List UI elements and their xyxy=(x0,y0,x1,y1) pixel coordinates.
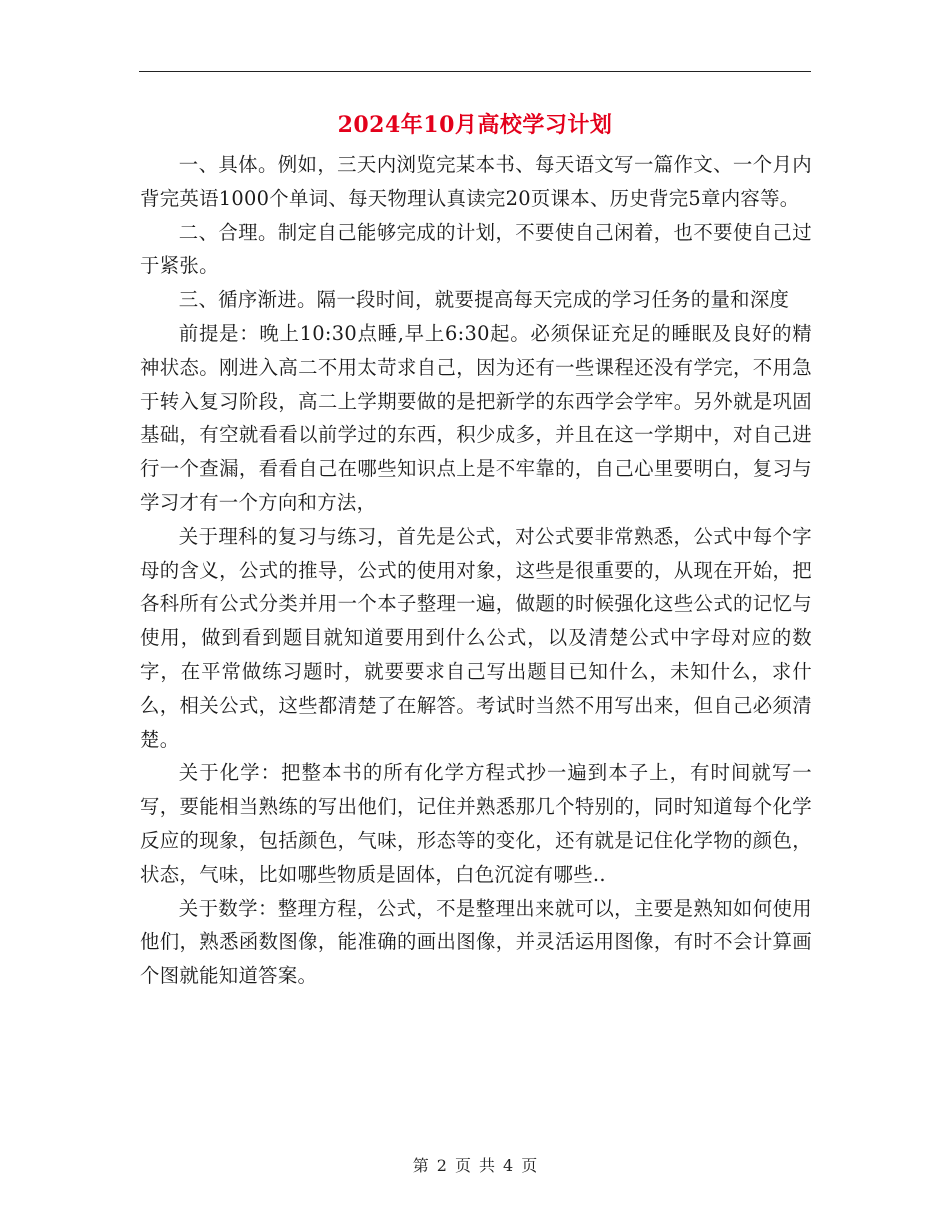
paragraph-science: 关于理科的复习与练习，首先是公式，对公式要非常熟悉，公式中每个字母的含义，公式的推导，公式的使用对象，这些是很重要的，从现在开始，把各科所有公式分类并用一个本子整理一遍，做题的时候强化这些公式的记忆与使用，做到看到题目就知道要用到什么公式，以及清楚公式中字母对应的数字，在平常做练习题时，就要要求自己写出题目已知什么，未知什么，求什么，相关公式，这些都清楚了在解答。考试时当然不用写出来，但自己必须清楚。 xyxy=(140,524,812,751)
footer-page-number: 2 xyxy=(436,1156,447,1175)
footer-total-label: 共 xyxy=(479,1156,496,1175)
header-rule xyxy=(139,71,811,72)
page-footer xyxy=(0,1153,950,1176)
paragraph-reasonable: 二、合理。制定自己能够完成的计划，不要使自己闲着，也不要使自己过于紧张。 xyxy=(140,220,812,278)
document-body xyxy=(140,148,812,993)
footer-total-pages: 4 xyxy=(503,1156,514,1175)
footer-page-label: 第 xyxy=(412,1156,429,1175)
page-title: 2024年10月高校学习计划 xyxy=(337,112,613,138)
paragraph-specific: 一、具体。例如，三天内浏览完某本书、每天语文写一篇作文、一个月内背完英语1000个单词、每天物理认真读完20页课本、历史背完5章内容等。 xyxy=(140,153,812,210)
paragraph-math: 关于数学：整理方程，公式，不是整理出来就可以，主要是熟知如何使用他们，熟悉函数图像，能准确的画出图像，并灵活运用图像，有时不会计算画个图就能知道答案。 xyxy=(140,896,812,988)
footer-total-unit: 页 xyxy=(521,1156,538,1175)
footer-page-unit: 页 xyxy=(454,1156,471,1175)
paragraph-premise: 前提是：晚上10:30点睡,早上6:30起。必须保证充足的睡眠及良好的精神状态。刚进入高二不用太苛求自己，因为还有一些课程还没有学完，不用急于转入复习阶段，高二上学期要做的是把新学的东西学会学牢。另外就是巩固基础，有空就看看以前学过的东西，积少成多，并且在这一学期中，对自己进行一个查漏，看看自己在哪些知识点上是不牢靠的，自己心里要明白，复习与学习才有一个方向和方法， xyxy=(140,321,812,514)
paragraph-gradual: 三、循序渐进。隔一段时间，就要提高每天完成的学习任务的量和深度 xyxy=(178,288,790,312)
paragraph-chemistry: 关于化学：把整本书的所有化学方程式抄一遍到本子上，有时间就写一写，要能相当熟练的写出他们，记住并熟悉那几个特别的，同时知道每个化学反应的现象，包括颜色，气味，形态等的变化，还有就是记住化学物的颜色，状态，气味，比如哪些物质是固体，白色沉淀有哪些.. xyxy=(140,761,812,886)
